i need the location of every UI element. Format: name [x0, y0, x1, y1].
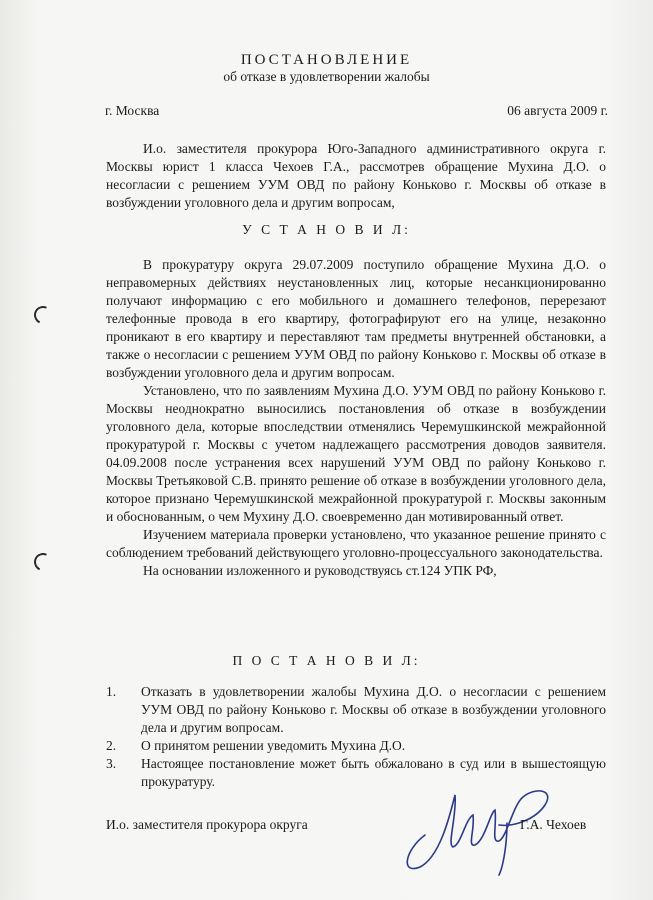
decision-text: Настоящее постановление может быть обжаловано в суд или в вышестоящую прокуратуру. [141, 756, 606, 789]
established-heading: У С Т А Н О В И Л: [242, 222, 411, 237]
decision-item [106, 737, 606, 755]
decision-text: О принятом решении уведомить Мухина Д.О. [141, 738, 406, 753]
document-date: 06 августа 2009 г. [507, 103, 608, 118]
decision-number: 1. [106, 684, 117, 699]
intro-paragraph: И.о. заместителя прокурора Юго-Западного административного округа г. Москвы юрист 1 класса Чехоев Г.А., рассмотрев обращение Мухина Д.О. о несогласии с решением УУМ ОВД по району Коньково г. Москвы об отказе в возбуждении уголовного дела и другим вопросам, [106, 141, 606, 210]
punch-hole-top [31, 303, 54, 326]
signatory-position: И.о. заместителя прокурора округа [106, 817, 308, 832]
established-paragraph: Установлено, что по заявлениям Мухина Д.О. УУМ ОВД по району Коньково г. Москвы неоднократно выносились постановления об отказе в возбуждении уголовного дела, которые впоследствии отменялись Черемушкинской межрайонной прокуратурой г. Москвы с учетом надлежащего рассмотрения доводов заявителя. 04.09.2008 после устранения всех нарушений УУМ ОВД по району Коньково г. Москвы Третьяковой С.В. принято решение об отказе в возбуждении уголовного дела, которое признано Черемушкинской межрайонной прокуратурой г. Москвы законным и обоснованным, о чем Мухину Д.О. своевременно дан мотивированный ответ. [106, 383, 606, 524]
signatory-name: Г.А. Чехоев [520, 817, 587, 832]
established-paragraph: На основании изложенного и руководствуясь ст.124 УПК РФ, [143, 563, 497, 578]
decided-heading: П О С Т А Н О В И Л: [232, 653, 421, 668]
established-block [106, 256, 606, 580]
city: г. Москва [105, 103, 160, 118]
punch-hole-bottom [31, 550, 54, 573]
document-title: ПОСТАНОВЛЕНИЕ [240, 52, 413, 68]
decision-text: Отказать в удовлетворении жалобы Мухина Д.О. о несогласии с решением УУМ ОВД по району Коньково г. Москвы об отказе в возбуждении уголовного дела и другим вопросам. [141, 684, 606, 735]
established-paragraph: В прокуратуру округа 29.07.2009 поступило обращение Мухина Д.О. о неправомерных действиях неустановленных лиц, которые несанкционированно получают информацию с его мобильного и домашнего телефонов, перерезают телефонные провода в его квартиру, фотографируют его на улице, незаконно проникают в его квартиру и переставляют там предметы внутренней обстановки, а также о несогласии с решением УУМ ОВД по району Коньково г. Москвы об отказе в возбуждении уголовного дела и другим вопросам. [106, 257, 606, 380]
document-subtitle: об отказе в удовлетворении жалобы [223, 69, 430, 84]
decision-number: 3. [106, 756, 117, 771]
established-paragraph: Изучением материала проверки установлено, что указанное решение принято с соблюдением требований действующего уголовно-процессуального законодательства. [106, 527, 606, 560]
intro-block [106, 140, 606, 212]
decision-item [106, 683, 606, 737]
decision-number: 2. [106, 738, 117, 753]
